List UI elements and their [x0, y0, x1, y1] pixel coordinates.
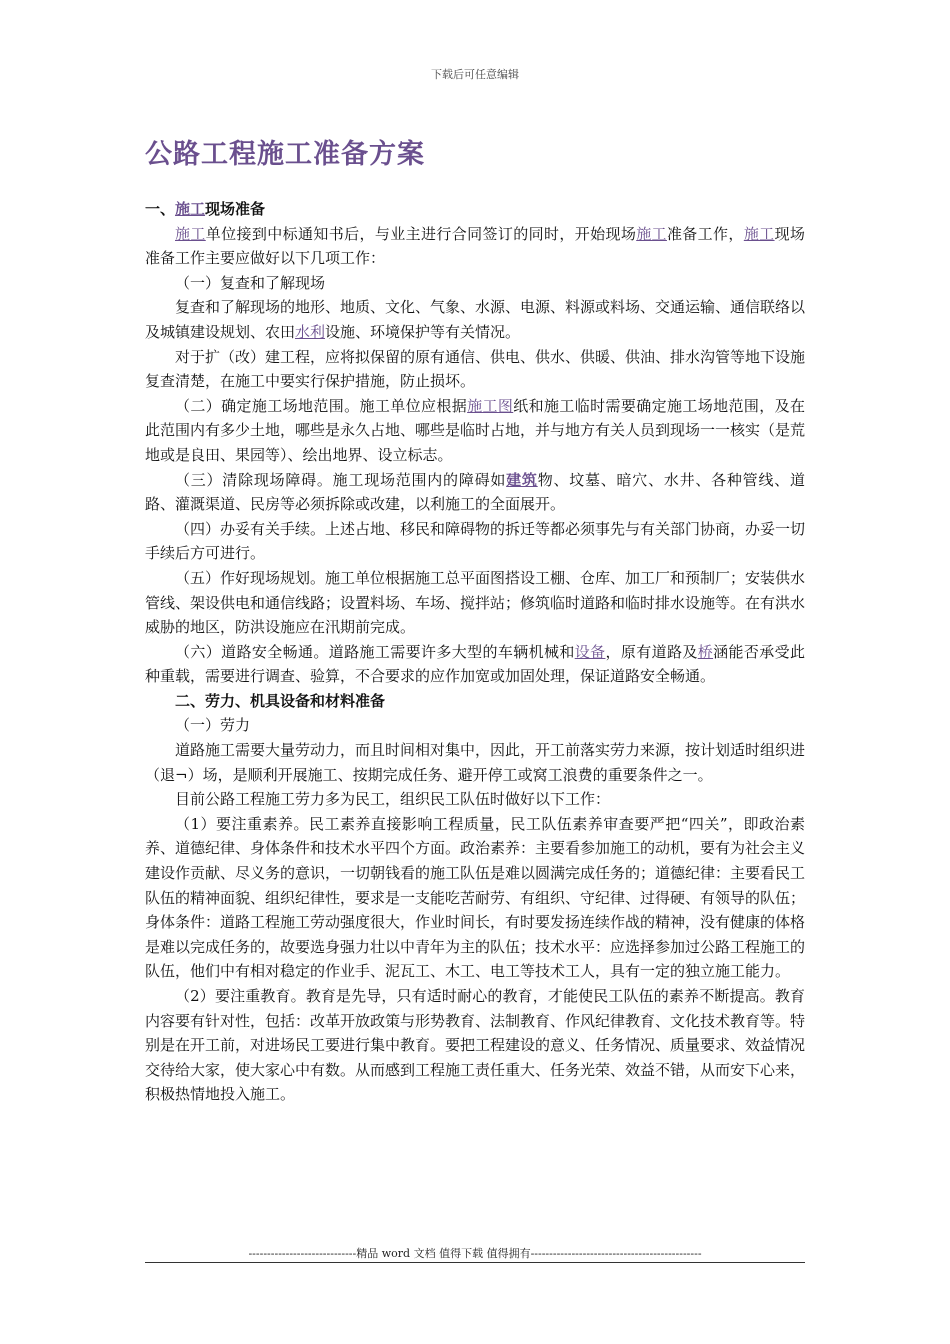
paragraph: [145, 295, 805, 344]
paragraph: [145, 222, 805, 271]
page-footer: -----------------------------精品 word 文档 值得下载 值得拥有----------------------------------------------: [248, 1247, 702, 1260]
text-run: 涵能否承受此种重载，需要进行调查、验算，不合要求的应作加宽或加固处理，保证道路安全畅通。: [145, 642, 805, 686]
link-shigong[interactable]: 施工: [175, 224, 206, 243]
text-run: 准备工作，: [666, 224, 744, 243]
page-header: 下载后可任意编辑: [431, 68, 519, 81]
text-run: 单位接到中标通知书后，与业主进行合同签订的同时，开始现场: [205, 224, 637, 243]
subheading: （一）劳力: [175, 716, 251, 735]
section-1-number: 一、: [145, 200, 176, 218]
footer-rule: [145, 1262, 805, 1263]
link-shigong[interactable]: 施工: [743, 224, 775, 243]
link-jianzhu[interactable]: 建筑: [506, 470, 538, 489]
link-shigongtu[interactable]: 施工图: [467, 396, 514, 415]
subheading: （一）复查和了解现场: [175, 273, 326, 292]
document-title: 公路工程施工准备方案: [145, 139, 425, 170]
paragraph: （四）办妥有关手续。上述占地、移民和障碍物的拆迁等都必须事先与有关部门协商，办妥一切手续后方可进行。: [145, 519, 806, 563]
section-1-heading-text: 现场准备: [205, 200, 266, 218]
paragraph: 目前公路工程施工劳力多为民工，组织民工队伍时做好以下工作：: [175, 790, 611, 809]
text-run: 现场准备工作主要应做好以下几项工作：: [145, 224, 805, 268]
paragraph: [145, 640, 805, 689]
paragraph: （五）作好现场规划。施工单位根据施工总平面图搭设工棚、仓库、加工厂和预制厂；安装供水管线、架设供电和通信线路；设置料场、车场、搅拌站；修筑临时道路和临时排水设施等。在有洪水威胁的地区，防洪设施应在汛期前完成。: [145, 568, 806, 637]
paragraph: [145, 394, 805, 468]
text-run: 纸和施工临时需要确定施工场地范围，及在此范围内有多少土地，哪些是永久占地、哪些是临时占地，并与地方有关人员到现场一一核实（是荒地或是良田、果园等）、绘出地界、设立标志。: [145, 396, 806, 464]
text-run: ，原有道路及: [605, 642, 698, 661]
text-run: 复查和了解现场的地形、地质、文化、气象、水源、电源、料源或料场、交通运输、通信联络以及城镇建设规划、农田: [145, 298, 806, 341]
link-shebei[interactable]: 设备: [574, 642, 606, 661]
paragraph: （1）要注重素养。民工素养直接影响工程质量，民工队伍素养审查要严把“四关”，即政治素养、道德纪律、身体条件和技术水平四个方面。政治素养：主要看参加施工的动机，要有为社会主义建设作贡献、尽义务的意识，一切朝钱看的施工队伍是难以圆满完成任务的；道德纪律：主要看民工队伍的精神面貌、组织纪律性，要求是一支能吃苦耐劳、有组织、守纪律、过得硬、有领导的队伍；身体条件：道路工程施工劳动强度很大，作业时间长，有时要发扬连续作战的精神，没有健康的体格是难以完成任务的，故要选身强力壮以中青年为主的队伍；技术水平：应选择参加过公路工程施工的队伍，他们中有相对稳定的作业手、泥瓦工、木工、电工等技术工人，具有一定的独立施工能力。: [145, 814, 806, 981]
paragraph: 对于扩（改）建工程，应将拟保留的原有通信、供电、供水、供暖、供油、排水沟管等地下设施复查清楚，在施工中要实行保护措施，防止损坏。: [145, 347, 806, 391]
link-shuili[interactable]: 水利: [295, 322, 326, 341]
text-run: 设施、环境保护等有关情况。: [325, 322, 521, 341]
link-shigong-heading[interactable]: 施工: [175, 200, 206, 218]
link-shigong[interactable]: 施工: [636, 224, 667, 243]
section-1-heading: [145, 197, 805, 222]
document-body: [145, 197, 805, 1107]
text-run: （二）确定施工场地范围。施工单位应根据: [175, 396, 468, 415]
text-run: （三）清除现场障碍。施工现场范围内的障碍如: [175, 470, 507, 489]
paragraph: 道路施工需要大量劳动力，而且时间相对集中，因此，开工前落实劳力来源，按计划适时组织进（退¬）场，是顺利开展施工、按期完成任务、避开停工或窝工浪费的重要条件之一。: [145, 741, 806, 784]
text-run: （六）道路安全畅通。道路施工需要许多大型的车辆机械和: [175, 642, 575, 661]
text-run: 物、坟墓、暗穴、水井、各种管线、道路、灌溉渠道、民房等必须拆除或改建，以利施工的全面展开。: [145, 470, 805, 514]
paragraph: [145, 468, 805, 517]
section-2-heading: 二、劳力、机具设备和材料准备: [175, 691, 386, 710]
paragraph: （2）要注重教育。教育是先导，只有适时耐心的教育，才能使民工队伍的素养不断提高。教育内容要有针对性，包括：改革开放政策与形势教育、法制教育、作风纪律教育、文化技术教育等。特别是在开工前，对进场民工要进行集中教育。要把工程建设的意义、任务情况、质量要求、效益情况交待给大家，使大家心中有数。从而感到工程施工责任重大、任务光荣、效益不错，从而安下心来，积极热情地投入施工。: [145, 987, 806, 1104]
link-qiao[interactable]: 桥: [697, 642, 714, 661]
